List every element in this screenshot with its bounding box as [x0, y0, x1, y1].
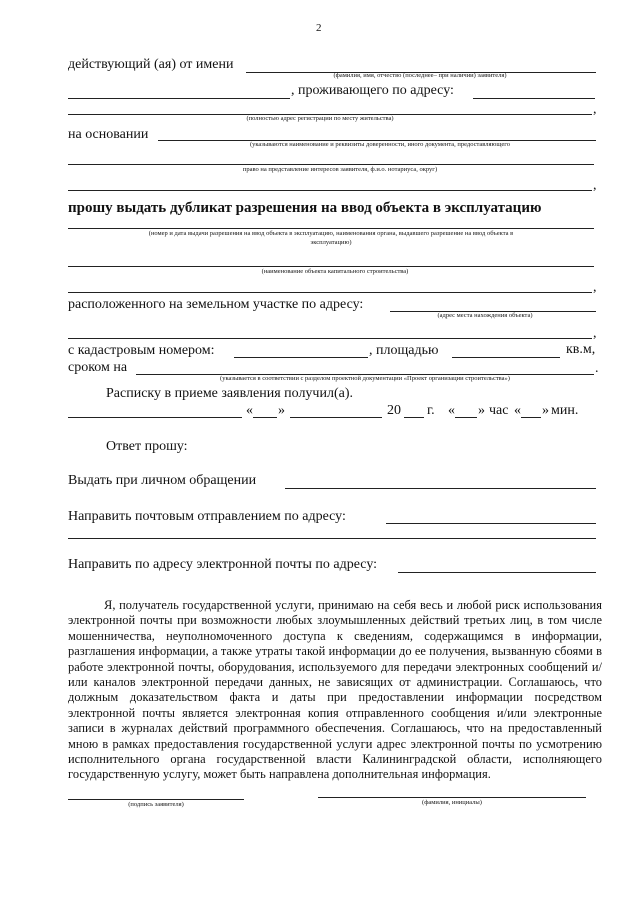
land-plot-label: расположенного на земельном участке по адресу: — [68, 297, 364, 312]
receipt-month-line[interactable] — [290, 417, 382, 418]
option-post-address-line[interactable] — [386, 523, 596, 524]
term-dot: . — [595, 361, 599, 376]
page-number: 2 — [316, 22, 322, 34]
basis-caption-2: право на представление интересов заявителя, ф.и.о. нотариуса, округ) — [242, 166, 438, 173]
receipt-hour-label: час — [489, 403, 509, 418]
receipt-year-line[interactable] — [404, 417, 424, 418]
signature-line[interactable] — [68, 799, 244, 800]
permit-caption-2: эксплуатацию) — [310, 239, 352, 246]
option-post-label: Направить почтовым отправлением по адресу: — [68, 509, 346, 524]
object-name-line[interactable] — [68, 266, 594, 267]
area-line[interactable] — [452, 357, 560, 358]
receipt-year-suffix: г. — [427, 403, 435, 418]
option-personal-line[interactable] — [285, 488, 596, 489]
option-email-line[interactable] — [398, 572, 596, 573]
land-plot-caption: (адрес места нахождения объекта) — [437, 312, 533, 319]
full-name-caption: (фамилия, инициалы) — [422, 799, 482, 806]
object-name-line-2[interactable] — [68, 292, 592, 293]
receipt-day-close-quote: » — [278, 403, 285, 418]
term-caption: (указывается в соответствии с разделом проектной документации «Проект организации строительства») — [220, 375, 510, 382]
receipt-day-line[interactable] — [253, 417, 277, 418]
consent-text: Я, получатель государственной услуги, принимаю на себя весь и любой риск использования электронной почты при возможности любых злоумышленных действий третьих лиц, в том числе мошенничества, неуполномоченного доступа к сведениям, содержащимся в информации, разглашения информации, а также утраты такой информации до ее получения, вызванную сбоями в работе электронной почты, оборудования, используемого для передачи электронных сообщений и/или каналов электронной передачи данных, не зависящих от администрации. Соглашаюсь, что должным доказательством факта и даты при предоставлении информации посредством электронной почты является электронная копия отправленного сообщения и/или электронные записи в журналах действий программного обеспечения. Соглашаюсь, что на предоставленный мною в рамках предоставления государственной услуги адрес электронной почты по усмотрению исполнительного органа государственной власти Калининградской области, исполняющего государственную услугу, может быть направлена дополнительная информация. — [68, 598, 602, 782]
answer-label: Ответ прошу: — [106, 439, 188, 454]
full-name-line[interactable] — [318, 797, 586, 798]
permit-details-line[interactable] — [68, 228, 594, 229]
object-name-caption: (наименование объекта капитального строительства) — [261, 268, 409, 275]
residing-label: , проживающего по адресу: — [291, 83, 454, 98]
applicant-name-caption: (фамилия, имя, отчество (последнее– при наличии) заявителя) — [333, 72, 507, 79]
receipt-day-open-quote: « — [246, 403, 253, 418]
receipt-minutes-label: мин. — [551, 403, 579, 418]
residing-comma: , — [593, 102, 597, 117]
residing-address-line-right[interactable] — [473, 98, 595, 99]
area-label: , площадью — [369, 343, 439, 358]
request-heading: прошу выдать дубликат разрешения на ввод объекта в эксплуатацию — [68, 200, 542, 216]
land-plot-comma: , — [593, 326, 597, 341]
option-email-label: Направить по адресу электронной почты по адресу: — [68, 557, 378, 572]
permit-caption-1: (номер и дата выдачи разрешения на ввод объекта в эксплуатацию, наименования органа, выдавшего разрешение на ввод объекта в — [148, 230, 514, 237]
receipt-minute-open-quote: « — [514, 403, 521, 418]
area-unit: кв.м, — [566, 342, 596, 357]
basis-label: на основании — [68, 127, 149, 142]
residing-caption: (полностью адрес регистрации по месту жительства) — [246, 115, 394, 122]
basis-caption-1: (указываются наименование и реквизиты доверенности, иного документа, предоставляющего — [249, 141, 511, 148]
cadastral-label: с кадастровым номером: — [68, 343, 215, 358]
receipt-minute-line[interactable] — [521, 417, 541, 418]
basis-comma: , — [593, 178, 597, 193]
applicant-line-left[interactable] — [68, 98, 290, 99]
signature-caption: (подпись заявителя) — [128, 801, 184, 808]
land-plot-address-line-2[interactable] — [68, 338, 592, 339]
cadastral-number-line[interactable] — [234, 357, 368, 358]
option-personal-label: Выдать при личном обращении — [68, 473, 257, 488]
receipt-minute-close-quote: » — [542, 403, 549, 418]
consent-paragraph — [68, 598, 602, 783]
receipt-signature-line[interactable] — [68, 417, 242, 418]
object-comma: , — [593, 280, 597, 295]
receipt-hour-close-quote: » — [478, 403, 485, 418]
receipt-hour-line[interactable] — [455, 417, 477, 418]
receipt-year-prefix: 20 — [387, 403, 401, 418]
basis-document-line-2[interactable] — [68, 164, 594, 165]
receipt-hour-open-quote: « — [448, 403, 455, 418]
acting-on-behalf-label: действующий (ая) от имени — [68, 57, 234, 72]
basis-document-line-3[interactable] — [68, 190, 592, 191]
receipt-label: Расписку в приеме заявления получил(а). — [106, 386, 353, 401]
term-label: сроком на — [68, 360, 128, 375]
option-post-address-line-2[interactable] — [68, 538, 596, 539]
